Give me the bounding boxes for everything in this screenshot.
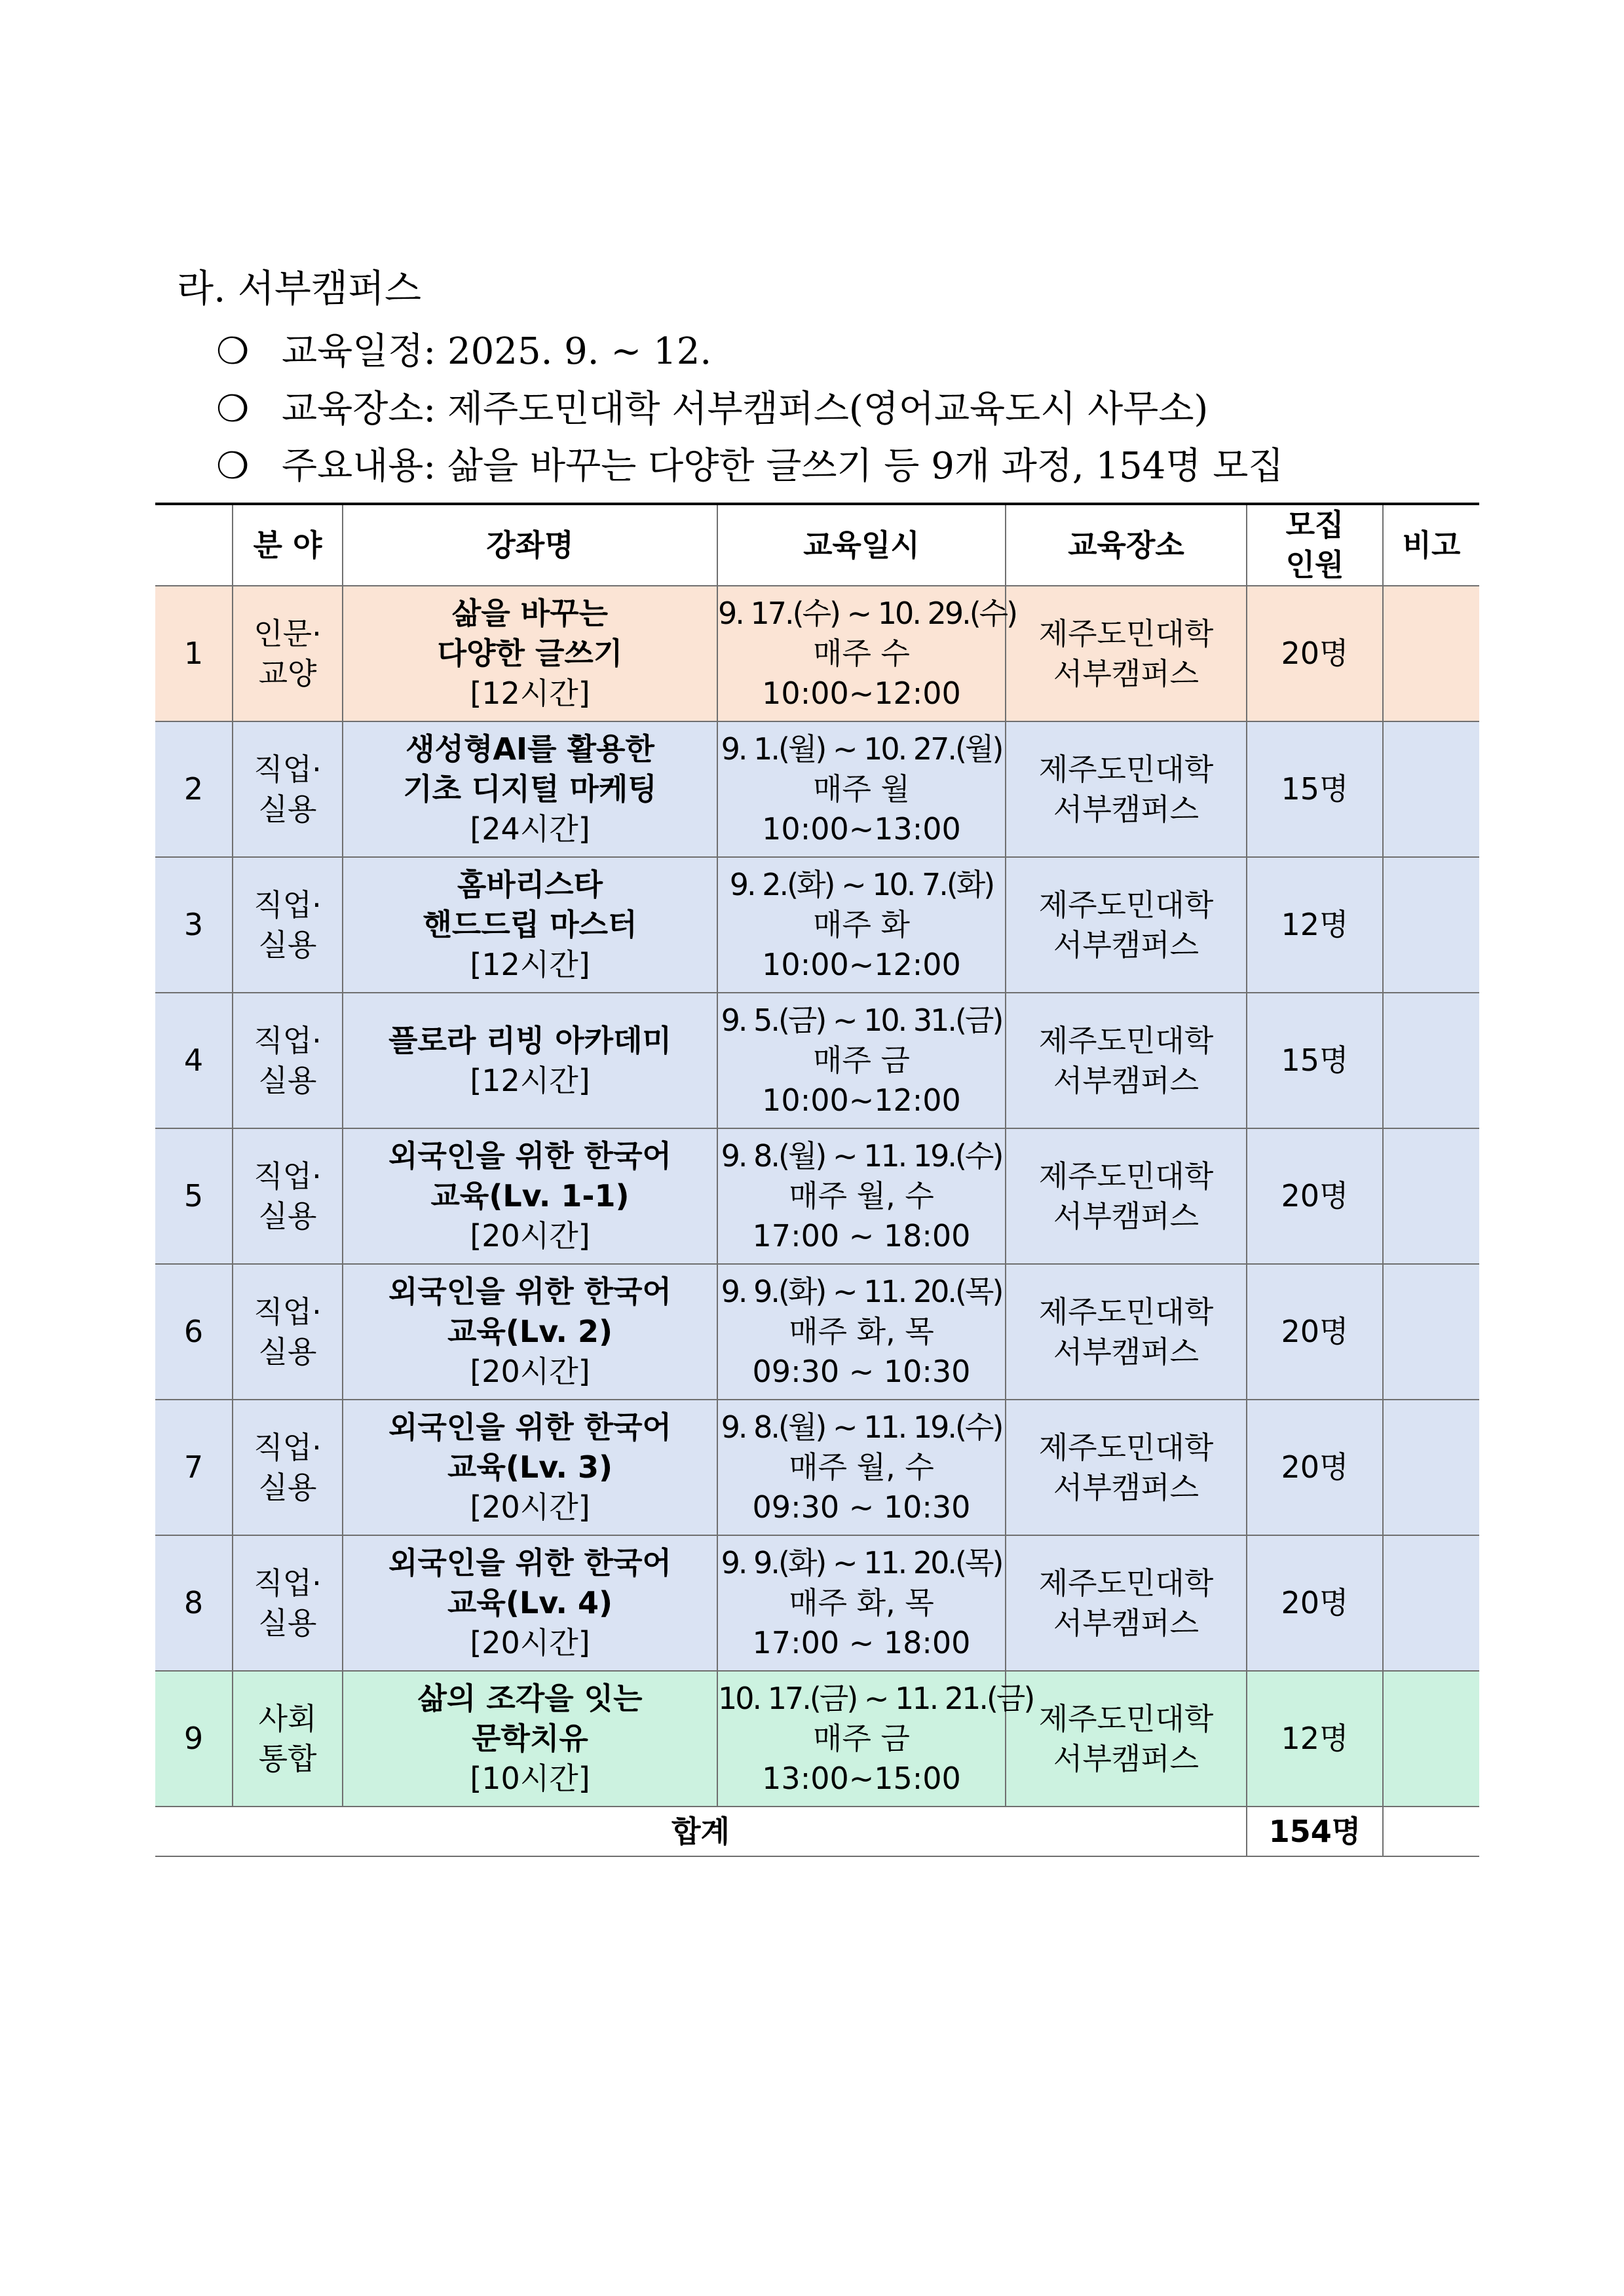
field-cell: 직업· 실용 [233,1400,343,1535]
row-number: 1 [155,586,233,721]
time-range: 09:30 ~ 10:30 [752,1489,971,1525]
time-range: 17:00 ~ 18:00 [752,1625,971,1660]
field-cell: 직업· 실용 [233,993,343,1128]
bullet-content [216,440,1284,493]
course-title-line: 교육(Lv. 3) [447,1449,613,1485]
date-range: 9. 2.(화) ~ 10. 7.(화) [729,867,994,902]
weekday: 매주 화, 목 [789,1585,934,1620]
place-cell: 제주도민대학 서부캠퍼스 [1006,721,1247,857]
table-header-row [155,504,1479,586]
date-range: 9. 9.(화) ~ 11. 20.(목) [721,1274,1002,1309]
time-range: 10:00~12:00 [762,1082,961,1118]
course-hours: [24시간] [470,811,590,847]
course-cell [343,1128,717,1264]
course-title-line: 삶의 조각을 잇는 [417,1681,643,1716]
date-range: 9. 9.(화) ~ 11. 20.(목) [721,1545,1002,1580]
date-range: 9. 17.(수) ~ 10. 29.(수) [718,596,1017,631]
bullet-text: 교육일정: 2025. 9. ~ 12. [282,330,712,373]
header-capacity: 모집 인원 [1247,504,1383,586]
course-cell [343,1535,717,1671]
note-cell [1383,857,1479,993]
course-title-line: 기초 디지털 마케팅 [403,771,657,807]
course-hours: [12시간] [470,1062,590,1098]
bullet-location [216,383,1208,436]
course-title-line: 핸드드립 마스터 [423,907,637,942]
field-cell: 직업· 실용 [233,1264,343,1400]
course-cell [343,857,717,993]
course-title-line: 외국인을 위한 한국어 [388,1138,671,1174]
course-hours: [20시간] [470,1489,590,1525]
course-title-line: 홈바리스타 [457,867,603,902]
capacity-cell: 15명 [1247,721,1383,857]
place-cell: 제주도민대학 서부캠퍼스 [1006,1671,1247,1807]
field-cell: 직업· 실용 [233,1128,343,1264]
schedule-cell [717,1671,1034,1807]
table-row [155,1535,1479,1671]
course-hours: [20시간] [470,1354,590,1389]
schedule-cell [717,1264,1006,1400]
place-cell: 제주도민대학 서부캠퍼스 [1006,1128,1247,1264]
time-range: 10:00~13:00 [762,811,961,847]
course-title-line: 생성형AI를 활용한 [406,731,654,767]
course-hours: [10시간] [470,1761,590,1796]
table-row [155,586,1479,721]
schedule-cell [717,993,1006,1128]
bullet-text: 교육장소: 제주도민대학 서부캠퍼스(영어교육도시 사무소) [282,388,1209,430]
course-title-line: 외국인을 위한 한국어 [388,1409,671,1445]
date-range: 9. 8.(월) ~ 11. 19.(수) [721,1409,1002,1445]
weekday: 매주 화, 목 [789,1314,934,1349]
schedule-cell [717,857,1006,993]
time-range: 09:30 ~ 10:30 [752,1354,971,1389]
note-cell [1383,1264,1479,1400]
place-cell: 제주도민대학 서부캠퍼스 [1006,857,1247,993]
place-cell: 제주도민대학 서부캠퍼스 [1006,1400,1247,1535]
schedule-cell [717,1400,1006,1535]
header-place: 교육장소 [1006,504,1247,586]
place-cell: 제주도민대학 서부캠퍼스 [1006,586,1247,721]
course-table [155,503,1479,1857]
note-cell [1383,1671,1479,1807]
course-title-line: 외국인을 위한 한국어 [388,1274,671,1309]
weekday: 매주 수 [813,636,910,671]
total-label: 합계 [155,1807,1247,1856]
date-range: 9. 5.(금) ~ 10. 31.(금) [721,1003,1002,1038]
table-row [155,993,1479,1128]
course-cell [343,586,717,721]
course-hours: [20시간] [470,1218,590,1253]
course-title-line: 다양한 글쓰기 [437,636,623,671]
course-title-line: 교육(Lv. 1-1) [430,1178,630,1214]
course-cell [343,993,717,1128]
course-title-line: 플로라 리빙 아카데미 [388,1022,671,1058]
date-range: 9. 8.(월) ~ 11. 19.(수) [721,1138,1002,1174]
capacity-cell: 20명 [1247,1535,1383,1671]
field-cell: 인문· 교양 [233,586,343,721]
table-row [155,1671,1479,1807]
header-no [155,504,233,586]
circle-bullet-icon: ❍ [216,330,250,373]
capacity-cell: 15명 [1247,993,1383,1128]
note-cell [1383,1128,1479,1264]
row-number: 2 [155,721,233,857]
table-row [155,1400,1479,1535]
note-cell [1383,586,1479,721]
row-number: 4 [155,993,233,1128]
header-schedule: 교육일시 [717,504,1006,586]
weekday: 매주 월, 수 [789,1178,934,1214]
course-cell [343,721,717,857]
course-hours: [12시간] [470,676,590,711]
course-hours: [12시간] [470,947,590,982]
bullet-schedule [216,326,711,378]
weekday: 매주 월, 수 [789,1449,934,1485]
table-row [155,1264,1479,1400]
course-hours: [20시간] [470,1625,590,1660]
total-row [155,1807,1479,1856]
course-cell [343,1400,717,1535]
row-number: 5 [155,1128,233,1264]
note-cell [1383,721,1479,857]
weekday: 매주 화 [813,907,910,942]
table-row [155,1128,1479,1264]
capacity-cell: 20명 [1247,1400,1383,1535]
date-range: 9. 1.(월) ~ 10. 27.(월) [721,731,1002,767]
time-range: 13:00~15:00 [762,1761,961,1796]
header-field: 분 야 [233,504,343,586]
schedule-cell [717,721,1006,857]
row-number: 8 [155,1535,233,1671]
note-cell [1383,1535,1479,1671]
schedule-cell [717,1128,1006,1264]
course-cell [343,1671,717,1807]
row-number: 7 [155,1400,233,1535]
circle-bullet-icon: ❍ [216,388,250,430]
capacity-cell: 20명 [1247,1128,1383,1264]
header-course: 강좌명 [343,504,717,586]
weekday: 매주 금 [813,1721,910,1756]
time-range: 17:00 ~ 18:00 [752,1218,971,1253]
circle-bullet-icon: ❍ [216,445,250,488]
field-cell: 직업· 실용 [233,721,343,857]
schedule-cell [717,586,1017,721]
table-row [155,721,1479,857]
row-number: 9 [155,1671,233,1807]
date-range: 10. 17.(금) ~ 11. 21.(금) [718,1681,1034,1716]
capacity-cell: 20명 [1247,1264,1383,1400]
row-number: 3 [155,857,233,993]
capacity-cell: 20명 [1247,586,1383,721]
field-cell: 직업· 실용 [233,1535,343,1671]
row-number: 6 [155,1264,233,1400]
course-title-line: 교육(Lv. 4) [447,1585,613,1620]
header-note: 비고 [1383,504,1479,586]
course-title-line: 교육(Lv. 2) [447,1314,613,1349]
place-cell: 제주도민대학 서부캠퍼스 [1006,1535,1247,1671]
time-range: 10:00~12:00 [762,947,961,982]
field-cell: 직업· 실용 [233,857,343,993]
section-title: 라. 서부캠퍼스 [177,266,422,311]
capacity-cell: 12명 [1247,857,1383,993]
note-cell [1383,1400,1479,1535]
place-cell: 제주도민대학 서부캠퍼스 [1006,1264,1247,1400]
table-row [155,857,1479,993]
field-cell: 사회 통합 [233,1671,343,1807]
course-title-line: 삶을 바꾸는 [451,596,609,631]
total-note [1383,1807,1479,1856]
place-cell: 제주도민대학 서부캠퍼스 [1006,993,1247,1128]
bullet-text: 주요내용: 삶을 바꾸는 다양한 글쓰기 등 9개 과정, 154명 모집 [282,445,1284,488]
total-capacity: 154명 [1247,1807,1383,1856]
weekday: 매주 금 [813,1043,910,1078]
course-title-line: 문학치유 [472,1721,588,1756]
weekday: 매주 월 [813,771,910,807]
capacity-cell: 12명 [1247,1671,1383,1807]
schedule-cell [717,1535,1006,1671]
time-range: 10:00~12:00 [762,676,961,711]
course-cell [343,1264,717,1400]
course-title-line: 외국인을 위한 한국어 [388,1545,671,1580]
note-cell [1383,993,1479,1128]
